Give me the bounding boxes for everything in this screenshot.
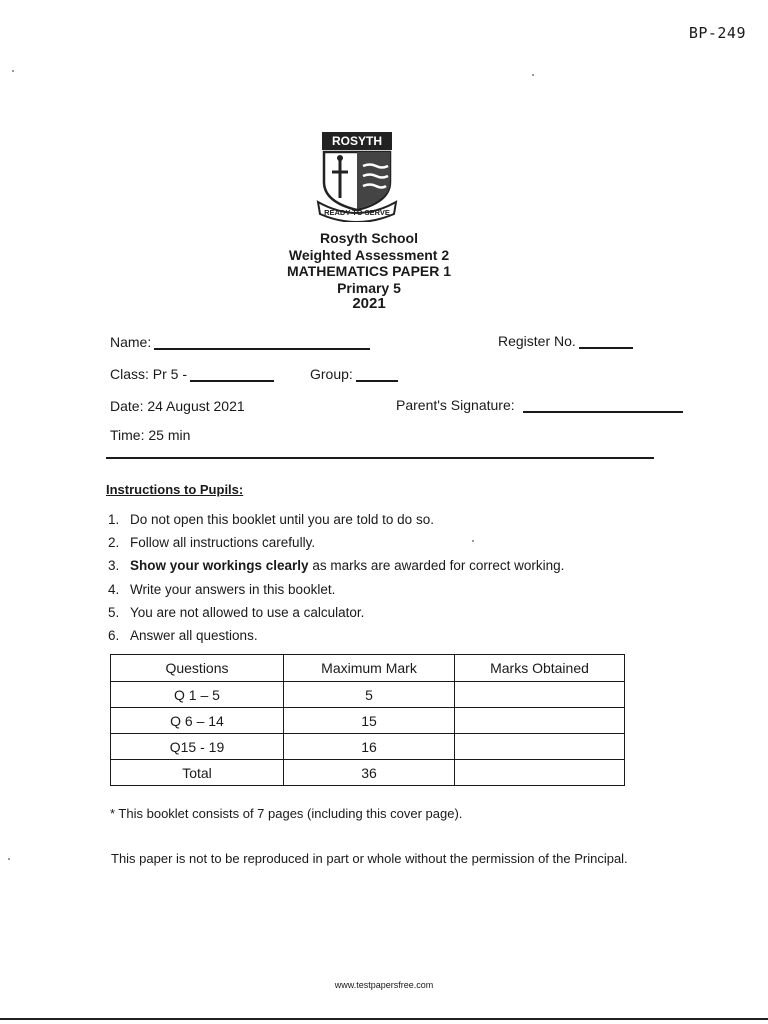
instruction-item: 2. Follow all instructions carefully. <box>108 535 316 551</box>
crest-banner-text: ROSYTH <box>331 134 383 148</box>
divider <box>106 457 654 459</box>
instruction-item: 3. Show your workings clearly as marks are awarded for correct working. <box>108 558 565 574</box>
register-line[interactable] <box>579 333 633 349</box>
header-maximum-mark: Maximum Mark <box>284 655 455 682</box>
header-questions: Questions <box>111 655 284 682</box>
cell-marks-obtained[interactable] <box>455 734 625 760</box>
cell-questions: Q 1 – 5 <box>111 682 284 708</box>
class-label: Class: Pr 5 - <box>110 366 188 382</box>
instructions-title: Instructions to Pupils: <box>106 482 244 497</box>
instruction-item: 4. Write your answers in this booklet. <box>108 581 336 597</box>
cell-max-mark: 15 <box>284 708 455 734</box>
cell-total-label: Total <box>111 760 284 786</box>
marks-table <box>110 654 625 786</box>
cell-marks-obtained[interactable] <box>455 708 625 734</box>
copyright-warning: This paper is not to be reproduced in part or whole without the permission of the Principal. <box>111 851 628 866</box>
instruction-item: 1. Do not open this booklet until you are told to do so. <box>108 512 434 527</box>
school-crest-logo <box>314 130 400 222</box>
scan-speck <box>12 70 14 72</box>
cell-questions: Q15 - 19 <box>111 734 284 760</box>
level: Primary 5 <box>337 279 401 296</box>
name-line[interactable] <box>154 334 370 350</box>
table-total-row <box>111 760 625 786</box>
document-code: BP-249 <box>688 24 746 42</box>
cell-marks-obtained[interactable] <box>455 682 625 708</box>
table-row <box>111 708 625 734</box>
title-block <box>0 230 738 313</box>
date-field <box>110 398 245 414</box>
instruction-item: 5. You are not allowed to use a calculator. <box>108 604 365 620</box>
footer-url: www.testpapersfree.com <box>334 980 434 990</box>
table-row <box>111 734 625 760</box>
time-field <box>110 427 190 443</box>
year: 2021 <box>352 295 386 312</box>
paper-title: MATHEMATICS PAPER 1 <box>286 263 452 279</box>
group-line[interactable] <box>356 366 398 382</box>
signature-field[interactable] <box>396 397 683 413</box>
cell-max-mark: 16 <box>284 734 455 760</box>
group-label: Group: <box>310 366 353 382</box>
group-field[interactable] <box>310 366 398 382</box>
cell-max-mark: 5 <box>284 682 455 708</box>
scan-speck <box>532 74 534 76</box>
time-text: Time: 25 min <box>110 427 191 443</box>
header-marks-obtained: Marks Obtained <box>455 655 625 682</box>
crest-motto-text: READY TO SERVE <box>324 208 390 217</box>
instruction-item: 6. Answer all questions. <box>108 627 258 643</box>
scan-speck <box>472 540 474 542</box>
instructions-list <box>108 510 564 649</box>
signature-label: Parent's Signature: <box>396 397 515 413</box>
name-label: Name: <box>110 334 152 350</box>
cell-total-obtained[interactable] <box>455 760 625 786</box>
class-field[interactable] <box>110 366 274 382</box>
table-header-row <box>111 655 625 682</box>
cell-total-max: 36 <box>284 760 455 786</box>
cell-questions: Q 6 – 14 <box>111 708 284 734</box>
date-text: Date: 24 August 2021 <box>110 398 245 414</box>
signature-line[interactable] <box>523 397 683 413</box>
class-line[interactable] <box>190 366 274 382</box>
school-name: Rosyth School <box>319 230 418 246</box>
scan-speck <box>8 858 10 860</box>
register-label: Register No. <box>498 333 576 349</box>
name-field[interactable] <box>110 334 370 350</box>
register-field[interactable] <box>498 333 633 349</box>
scan-edge-line <box>0 1018 768 1020</box>
page-count-note: * This booklet consists of 7 pages (including this cover page). <box>110 806 463 821</box>
table-row <box>111 682 625 708</box>
assessment-title: Weighted Assessment 2 <box>288 246 450 263</box>
